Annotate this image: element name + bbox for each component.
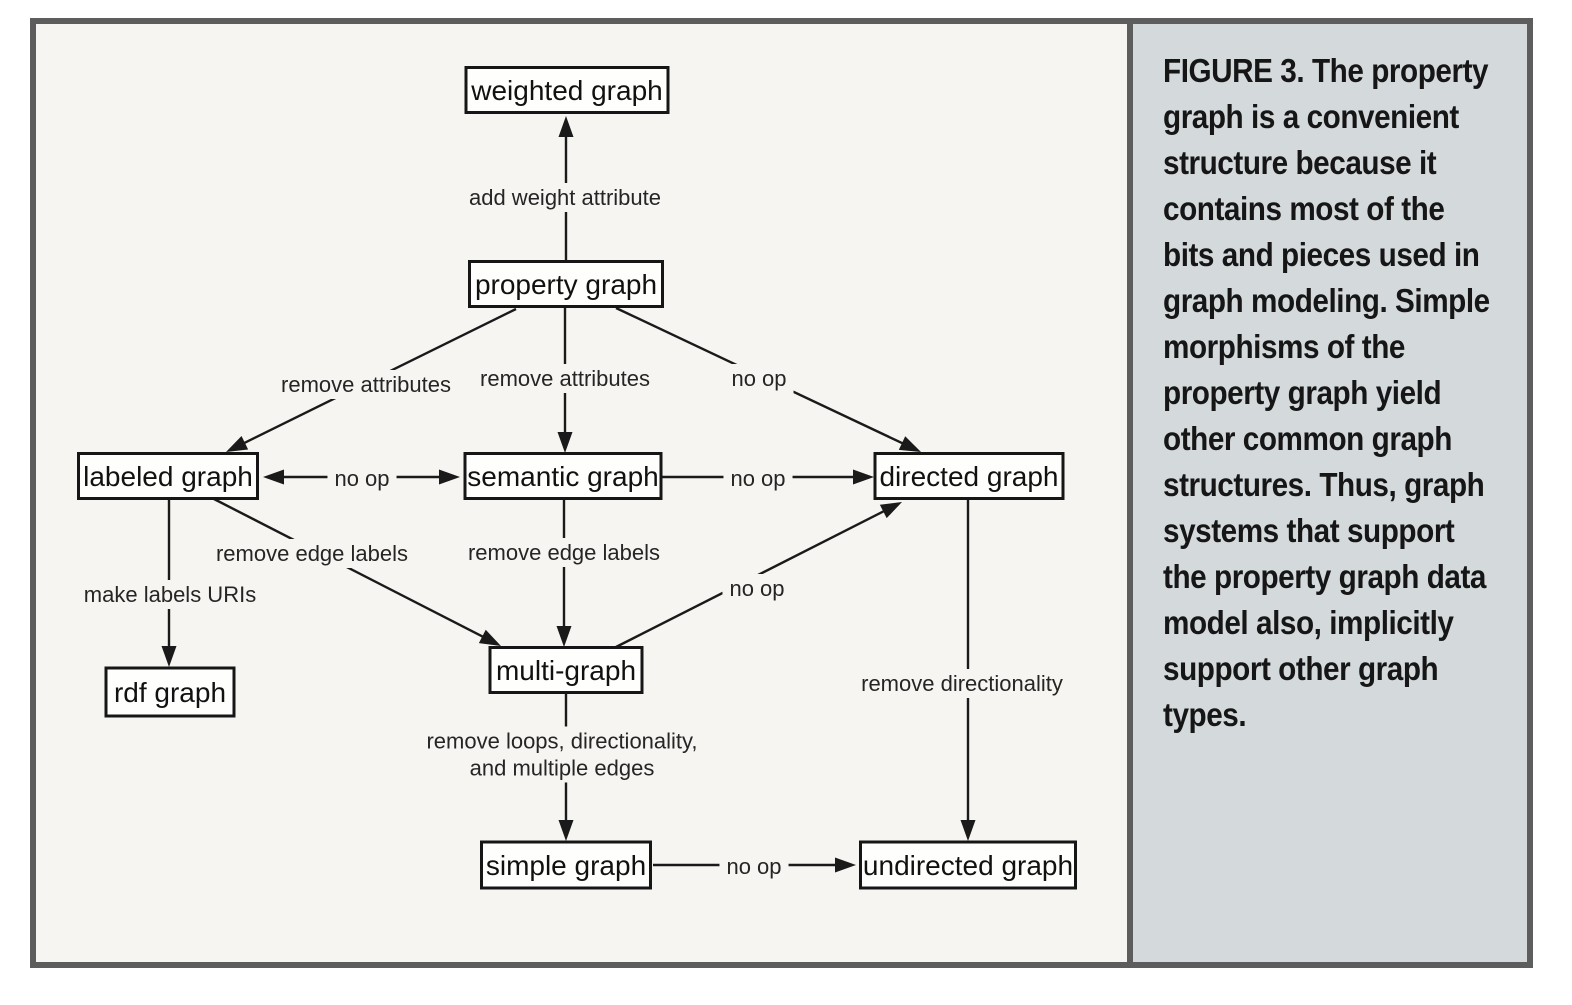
edge-label-multi-simple: remove loops, directionality, and multiple edges (426, 728, 698, 781)
edge-label-property-directed: no op (731, 366, 787, 391)
caption-line: types. (1163, 696, 1247, 733)
caption-line: contains most of the (1163, 190, 1445, 227)
edge-label-semantic-directed: no op (730, 466, 786, 491)
edge-label-simple-undirected: no op (726, 854, 782, 879)
edge-label-semantic-multi: remove edge labels (467, 540, 661, 565)
edge-label-labeled-semantic: no op (334, 466, 390, 491)
node-label-labeled: labeled graph (83, 461, 253, 492)
node-label-property: property graph (474, 269, 658, 300)
caption-line: FIGURE 3. The property (1163, 52, 1489, 89)
caption-line: structures. Thus, graph (1163, 466, 1485, 503)
caption-line: morphisms of the (1163, 328, 1405, 365)
node-label-semantic: semantic graph (467, 461, 659, 492)
edge-labeled-multi (214, 499, 491, 641)
edge-label-property-weighted: add weight attribute (468, 185, 662, 210)
edge-label-multi-directed: no op (729, 576, 785, 601)
edge-label-labeled-rdf: make labels URIs (83, 582, 257, 607)
edge-label-property-labeled: remove attributes (281, 372, 451, 397)
arrowhead-multi-directed (880, 502, 902, 518)
node-label-directed: directed graph (879, 461, 1059, 492)
node-label-multi: multi-graph (495, 655, 637, 686)
caption-line: graph is a convenient (1163, 98, 1459, 135)
figure-caption (1133, 24, 1527, 962)
node-label-simple: simple graph (485, 850, 647, 881)
node-label-undirected: undirected graph (862, 850, 1074, 881)
caption-line: support other graph (1163, 650, 1439, 687)
node-label-rdf: rdf graph (113, 677, 227, 708)
figure-frame (30, 18, 1533, 968)
edge-label-labeled-multi: remove edge labels (215, 541, 409, 566)
node-label-weighted: weighted graph (471, 75, 663, 106)
morphism-diagram-svg (36, 24, 1127, 962)
caption-line: bits and pieces used in (1163, 236, 1480, 273)
caption-line: other common graph (1163, 420, 1452, 457)
caption-line: the property graph data (1163, 558, 1487, 595)
caption-text-block (1163, 48, 1519, 738)
caption-line: property graph yield (1163, 374, 1442, 411)
caption-line: structure because it (1163, 144, 1437, 181)
edge-label-directed-undirected: remove directionality (861, 671, 1063, 696)
diagram-panel (36, 24, 1127, 962)
caption-line: systems that support (1163, 512, 1455, 549)
caption-line: graph modeling. Simple (1163, 282, 1490, 319)
arrowhead-labeled-multi (479, 630, 501, 646)
caption-line: model also, implicitly (1163, 604, 1454, 641)
edge-label-property-semantic: remove attributes (480, 366, 650, 391)
